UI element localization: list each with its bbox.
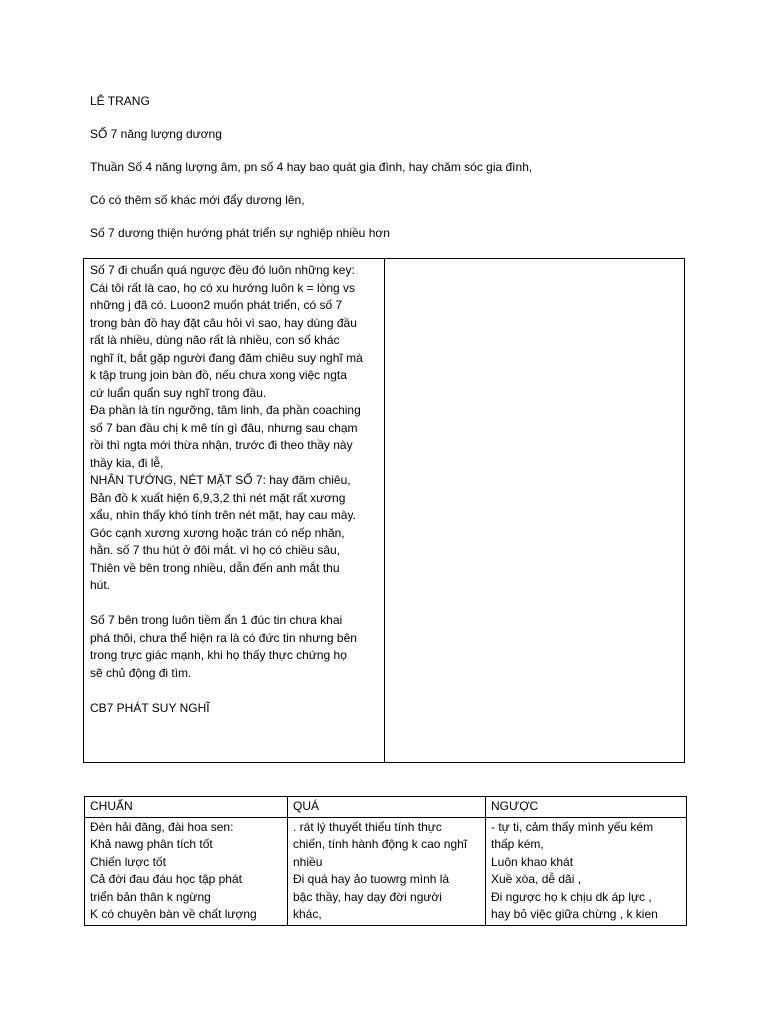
cell-line: Xuề xòa, dễ dãi , [491, 872, 582, 886]
cell-line: thấp kém, [491, 837, 544, 851]
header-nguoc: NGƯỢC [486, 797, 687, 818]
notes-line: Cái tôi rất là cao, họ có xu hướng luôn k = lòng vs [90, 280, 356, 295]
notes-line: xẩu, nhìn thấy khó tính trên nét mặt, hay cau mày. [90, 508, 356, 522]
notes-line: trong bàn đồ hay đặt câu hỏi vì sao, hay dùng đầu [90, 315, 357, 330]
cell-line: . rát lý thuyết thiếu tính thực [293, 819, 442, 834]
notes-line: phá thôi, chưa thể hiện ra là có đức tin nhưng bên [90, 630, 357, 645]
notes-line: Đa phần là tín ngưỡng, tâm linh, đa phần coaching [90, 403, 361, 417]
cell-line: K có chuyên bàn về chất lượng [90, 907, 257, 921]
header-chuan: CHUẨN [85, 797, 288, 818]
notes-line: hút. [90, 578, 111, 592]
notes-line: Số 7 bên trong luôn tiềm ẩn 1 đúc tin chưa khai [90, 613, 343, 627]
notes-line: thầy kia, đi lễ, [90, 455, 164, 470]
cell-line: Đèn hải đăng, đài hoa sen: [90, 819, 234, 834]
table-row [85, 817, 687, 925]
notes-line: nghĩ ít, bắt gặp người đang đăm chiêu suy nghĩ mà [90, 350, 363, 365]
notes-left-cell [90, 262, 382, 717]
comparison-table [84, 796, 687, 926]
notes-line: CB7 PHÁT SUY NGHĨ [90, 700, 210, 715]
cell-line: triển bản thân k ngừng [90, 889, 211, 904]
cell-line: chiến, tính hành động k cao nghĩ [293, 837, 468, 851]
cell-line: Đi ngược họ k chịu dk áp lực , [491, 889, 652, 904]
cell-line: Cả đời đau đáu học tập phát [90, 872, 242, 886]
intro-line-1: SỐ 7 năng lượng dương [90, 127, 222, 141]
notes-line: những j đã có. Luoon2 muốn phát triển, có số 7 [90, 298, 343, 312]
cell-line: nhiều [293, 854, 323, 869]
cell-line: Đi quá hay ảo tuowrg mình là [293, 872, 450, 886]
cell-nguoc [486, 817, 687, 925]
blank-line [90, 682, 382, 700]
cell-chuan [85, 817, 288, 925]
notes-line: NHÂN TƯỚNG, NÉT MẶT SỐ 7: hay đăm chiêu, [90, 473, 351, 487]
blank-line [90, 595, 382, 613]
notes-line: trong trực giác mạnh, khi họ thấy thực chứng họ [90, 648, 347, 662]
notes-line: Bản đồ k xuất hiện 6,9,3,2 thì nét mặt rất xương [90, 490, 346, 505]
author-name: LÊ TRANG [90, 94, 150, 108]
cell-line: bậc thầy, hay dạy đời người [293, 889, 442, 904]
cell-line: hay bỏ việc giữa chừng , k kien [491, 907, 658, 921]
notes-line: Góc cạnh xương xương hoặc trán có nếp nhăn, [90, 525, 345, 540]
cell-line: Luôn khao khát [491, 854, 574, 869]
notes-line: số 7 ban đầu chị k mê tín gì đâu, nhưng sau chạm [90, 420, 358, 435]
notes-line: cứ luẩn quẩn suy nghĩ trong đầu. [90, 385, 267, 400]
notes-line: sẽ chủ động đi tìm. [90, 665, 192, 680]
intro-line-4: Số 7 dương thiện hướng phát triển sự nghiệp nhiều hơn [90, 226, 390, 240]
intro-line-3: Có có thêm số khác mới đẩy dương lên, [90, 193, 305, 207]
cell-line: khác, [293, 907, 322, 921]
intro-line-2: Thuần Số 4 năng lượng âm, pn số 4 hay bao quát gia đình, hay chăm sóc gia đình, [90, 160, 533, 174]
header-qua: QUÁ [288, 797, 486, 818]
cell-line: Chiến lược tốt [90, 854, 166, 869]
notes-line: Thiên về bên trong nhiều, dẫn đến anh mắt thu [90, 560, 340, 575]
notes-line: hằn. số 7 thu hút ở đôi mắt. vì họ có chiều sâu, [90, 543, 341, 557]
notes-table-divider [384, 259, 385, 762]
notes-line: rồi thì ngta mới thừa nhận, trước đi theo thầy này [90, 438, 353, 452]
notes-line: k tập trung join bàn đồ, nếu chưa xong việc ngta [90, 368, 347, 382]
cell-line: Khả nawg phân tích tốt [90, 837, 213, 851]
notes-line: rất là nhiều, dùng não rất là nhiều, con số khác [90, 333, 340, 347]
comparison-header-row [85, 797, 687, 818]
cell-qua [288, 817, 486, 925]
notes-table [83, 258, 685, 763]
cell-line: - tự ti, cảm thấy mình yếu kém [491, 819, 654, 834]
notes-line: Số 7 đi chuẩn quá ngược đều đó luôn những key: [90, 263, 355, 277]
